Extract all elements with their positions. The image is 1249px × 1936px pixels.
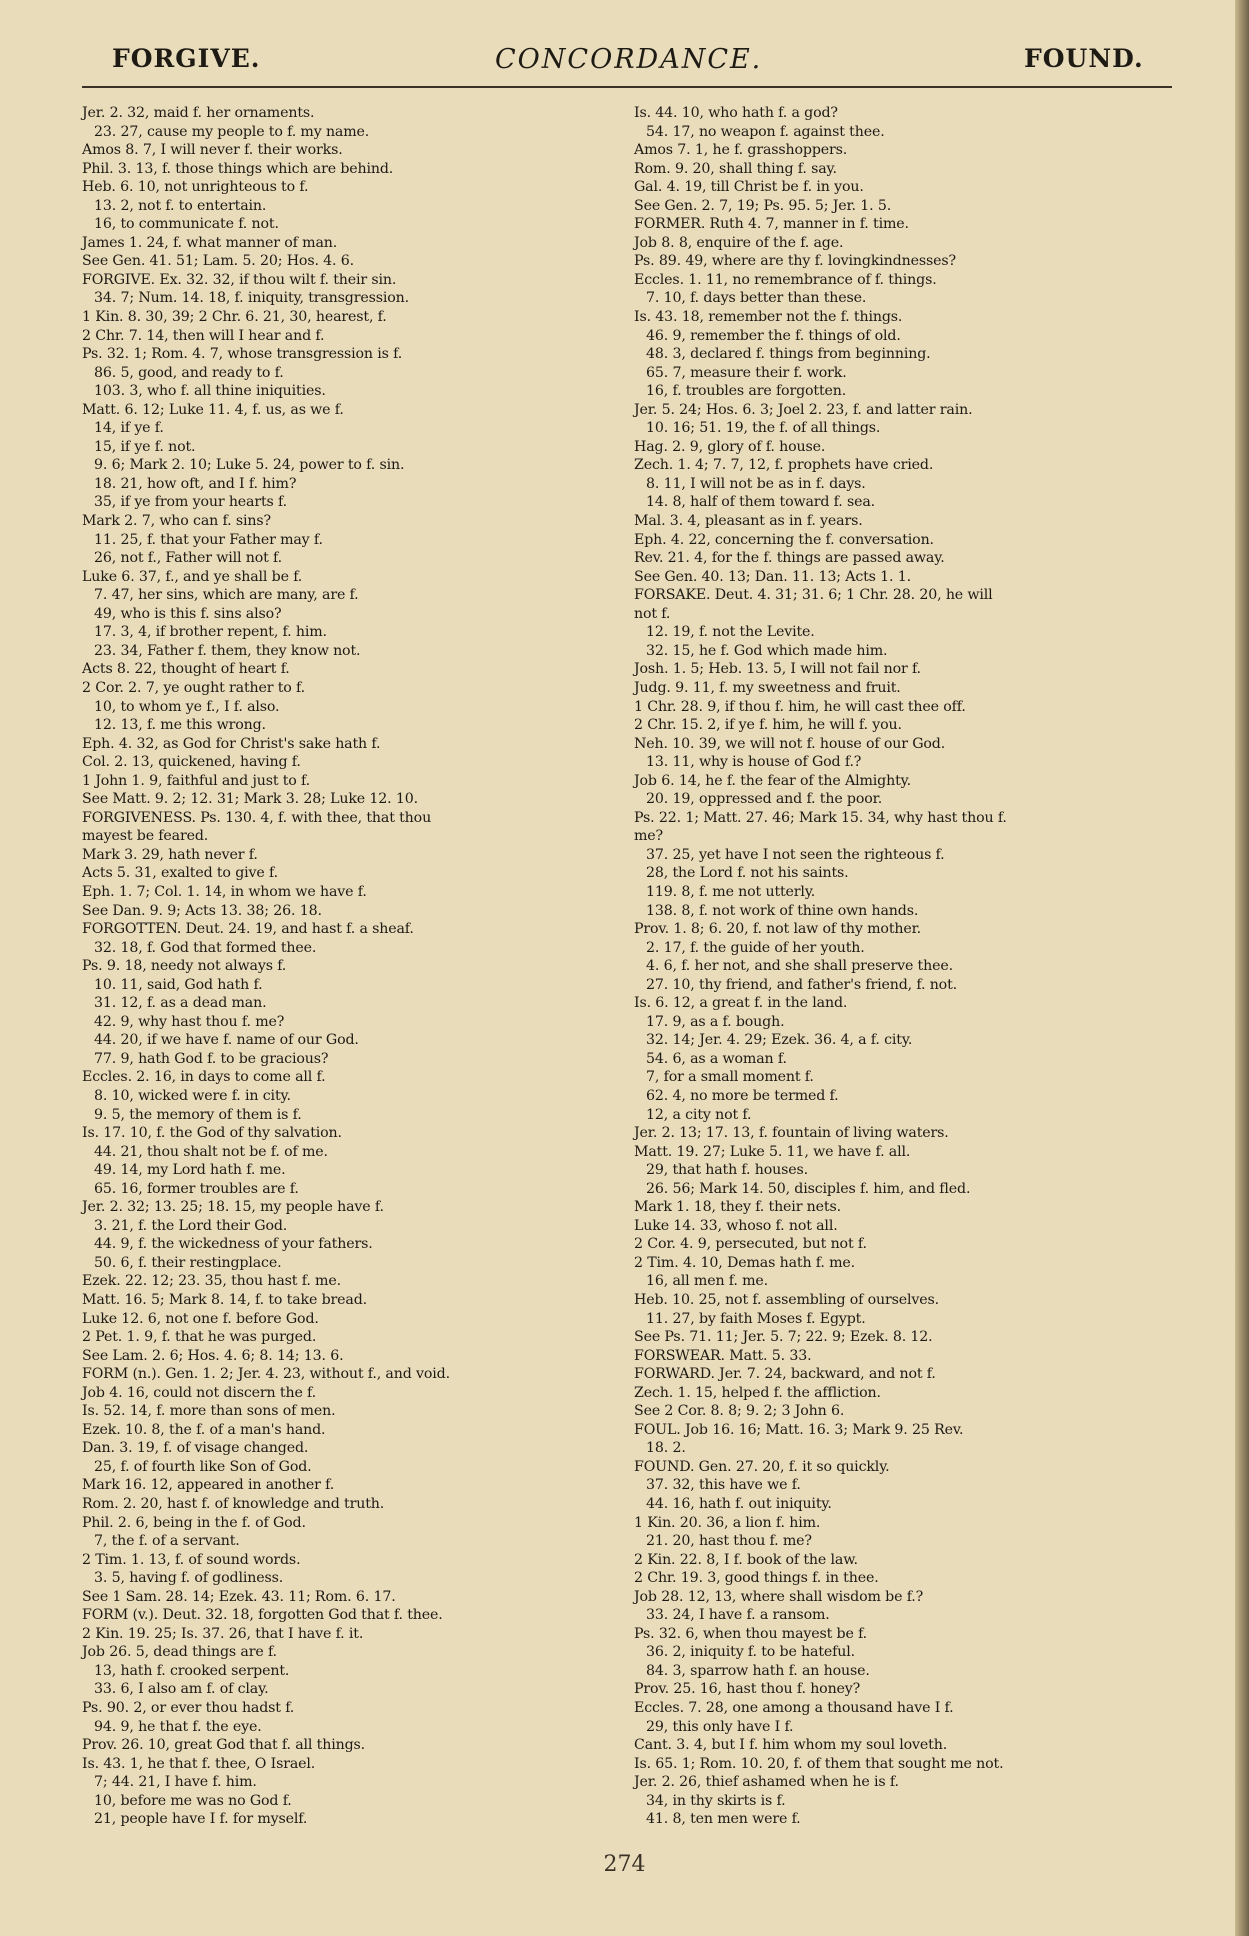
concordance-line: Zech. 1. 15, helped f. the affliction. xyxy=(634,1384,881,1401)
concordance-line: See 2 Cor. 8. 8; 9. 2; 3 John 6. xyxy=(634,1403,845,1420)
concordance-line: 7, for a small moment f. xyxy=(646,1069,814,1086)
concordance-line: Ezek. 22. 12; 23. 35, thou hast f. me. xyxy=(82,1273,341,1290)
concordance-line: 2 Chr. 15. 2, if ye f. him, he will f. you. xyxy=(634,717,902,734)
concordance-line: Heb. 6. 10, not unrighteous to f. xyxy=(82,179,309,196)
concordance-line: Is. 43. 18, remember not the f. things. xyxy=(634,309,903,326)
concordance-line: 10. 11, said, God hath f. xyxy=(94,976,263,993)
concordance-line: FORGOTTEN. Deut. 24. 19, and hast f. a sheaf. xyxy=(82,921,414,938)
concordance-line: Luke 14. 33, whoso f. not all. xyxy=(634,1217,838,1234)
concordance-line: 41. 8, ten men were f. xyxy=(646,1811,801,1828)
concordance-line: Eccles. 1. 11, no remembrance of f. things. xyxy=(634,271,937,288)
concordance-line: 2 Kin. 19. 25; Is. 37. 26, that I have f. it. xyxy=(82,1625,364,1642)
header-title: CONCORDANCE. xyxy=(495,44,763,75)
concordance-line: FORSWEAR. Matt. 5. 33. xyxy=(634,1347,812,1364)
concordance-line: James 1. 24, f. what manner of man. xyxy=(82,234,338,251)
concordance-line: 2 Cor. 4. 9, persecuted, but not f. xyxy=(634,1236,867,1253)
concordance-line: Prov. 25. 16, hast thou f. honey? xyxy=(634,1681,861,1698)
concordance-line: 34, in thy skirts is f. xyxy=(646,1792,786,1809)
concordance-line: 18. 21, how oft, and I f. him? xyxy=(94,475,297,492)
concordance-line: 29, this only have I f. xyxy=(646,1718,794,1735)
header-right-word: FOUND. xyxy=(1024,44,1144,73)
concordance-line: 2 Tim. 4. 10, Demas hath f. me. xyxy=(634,1254,856,1271)
concordance-line: Josh. 1. 5; Heb. 13. 5, I will not fail nor f. xyxy=(634,661,921,678)
concordance-line: 2 Tim. 1. 13, f. of sound words. xyxy=(82,1551,301,1568)
concordance-line: Is. 43. 1, he that f. thee, O Israel. xyxy=(82,1755,316,1772)
concordance-line: 23. 27, cause my people to f. my name. xyxy=(94,123,370,140)
concordance-line: 11. 25, f. that your Father may f. xyxy=(94,531,323,548)
right-column xyxy=(634,104,1184,1829)
page-number: 274 xyxy=(603,1852,646,1877)
concordance-line: 25, f. of fourth like Son of God. xyxy=(94,1458,312,1475)
concordance-line: 27. 10, thy friend, and father's friend, f. not. xyxy=(646,976,957,993)
concordance-line: 13. 2, not f. to entertain. xyxy=(94,197,267,214)
concordance-line: FOUL. Job 16. 16; Matt. 16. 3; Mark 9. 25 Rev. xyxy=(634,1421,964,1438)
concordance-line: 49, who is this f. sins also? xyxy=(94,605,282,622)
concordance-line: 48. 3, declared f. things from beginning. xyxy=(646,346,931,363)
page-header xyxy=(0,38,1249,88)
concordance-line: 2 Pet. 1. 9, f. that he was purged. xyxy=(82,1329,317,1346)
concordance-line: 15, if ye f. not. xyxy=(94,438,196,455)
concordance-line: 50. 6, f. their restingplace. xyxy=(94,1254,282,1271)
concordance-line: Cant. 3. 4, but I f. him whom my soul loveth. xyxy=(634,1737,948,1754)
concordance-line: 32. 15, he f. God which made him. xyxy=(646,642,888,659)
concordance-line: 84. 3, sparrow hath f. an house. xyxy=(646,1662,870,1679)
concordance-line: 12. 13, f. me this wrong. xyxy=(94,717,266,734)
concordance-line: 46. 9, remember the f. things of old. xyxy=(646,327,901,344)
concordance-line: 3. 5, having f. of godliness. xyxy=(94,1570,284,1587)
concordance-line: Neh. 10. 39, we will not f. house of our God. xyxy=(634,735,946,752)
concordance-line: Is. 44. 10, who hath f. a god? xyxy=(634,105,838,121)
concordance-line: 9. 6; Mark 2. 10; Luke 5. 24, power to f. sin. xyxy=(94,457,405,474)
concordance-line: 10. 16; 51. 19, the f. of all things. xyxy=(646,420,881,437)
concordance-line: Ps. 89. 49, where are thy f. lovingkindnesses? xyxy=(634,253,956,270)
concordance-line: Eccles. 2. 16, in days to come all f. xyxy=(82,1069,326,1086)
concordance-line: Job 6. 14, he f. the fear of the Almighty. xyxy=(634,772,911,789)
concordance-line: 77. 9, hath God f. to be gracious? xyxy=(94,1050,329,1067)
concordance-line: Ps. 9. 18, needy not always f. xyxy=(82,958,287,975)
concordance-line: 7. 47, her sins, which are many, are f. xyxy=(94,587,359,604)
concordance-line: 29, that hath f. houses. xyxy=(646,1162,808,1179)
concordance-line: Mark 3. 29, hath never f. xyxy=(82,846,258,863)
concordance-line: See Gen. 41. 51; Lam. 5. 20; Hos. 4. 6. xyxy=(82,253,355,270)
concordance-line: Matt. 19. 27; Luke 5. 11, we have f. all. xyxy=(634,1143,911,1160)
concordance-line: 7; 44. 21, I have f. him. xyxy=(94,1774,257,1791)
concordance-line: 32. 14; Jer. 4. 29; Ezek. 36. 4, a f. city. xyxy=(646,1032,913,1049)
concordance-line: Job 8. 8, enquire of the f. age. xyxy=(634,234,844,251)
concordance-line: 12. 19, f. not the Levite. xyxy=(646,624,815,641)
concordance-line: Rom. 9. 20, shall thing f. say. xyxy=(634,160,837,177)
concordance-line: 32. 18, f. God that formed thee. xyxy=(94,939,317,956)
page-edge-shadow xyxy=(1235,0,1249,1936)
concordance-line: Acts 5. 31, exalted to give f. xyxy=(82,865,278,882)
concordance-line: See Ps. 71. 11; Jer. 5. 7; 22. 9; Ezek. 8. 12. xyxy=(634,1329,933,1346)
concordance-line: 86. 5, good, and ready to f. xyxy=(94,364,284,381)
concordance-line: 44. 16, hath f. out iniquity. xyxy=(646,1496,832,1513)
concordance-line: Phil. 2. 6, being in the f. of God. xyxy=(82,1514,306,1531)
concordance-line: Ps. 32. 1; Rom. 4. 7, whose transgression is f. xyxy=(82,346,403,363)
concordance-line: 138. 8, f. not work of thine own hands. xyxy=(646,902,919,919)
concordance-line: 17. 9, as a f. bough. xyxy=(646,1013,785,1030)
concordance-line: 44. 20, if we have f. name of our God. xyxy=(94,1032,359,1049)
concordance-line: 31. 12, f. as a dead man. xyxy=(94,995,267,1012)
concordance-line: Rom. 2. 20, hast f. of knowledge and truth. xyxy=(82,1496,385,1513)
concordance-line: Dan. 3. 19, f. of visage changed. xyxy=(82,1440,309,1457)
concordance-line: Ezek. 10. 8, the f. of a man's hand. xyxy=(82,1421,326,1438)
concordance-line: 35, if ye from your hearts f. xyxy=(94,494,287,511)
concordance-line: Col. 2. 13, quickened, having f. xyxy=(82,754,301,771)
concordance-line: Is. 65. 1; Rom. 10. 20, f. of them that sought me not. xyxy=(634,1755,1004,1772)
concordance-line: FOUND. Gen. 27. 20, f. it so quickly. xyxy=(634,1458,890,1475)
concordance-line: Prov. 26. 10, great God that f. all things. xyxy=(82,1737,366,1754)
concordance-line: Mal. 3. 4, pleasant as in f. years. xyxy=(634,513,863,530)
concordance-line: FORWARD. Jer. 7. 24, backward, and not f. xyxy=(634,1366,936,1383)
concordance-line: Mark 2. 7, who can f. sins? xyxy=(82,513,271,530)
concordance-line: FORM (n.). Gen. 1. 2; Jer. 4. 23, without f., and void. xyxy=(82,1366,450,1383)
concordance-line: Job 4. 16, could not discern the f. xyxy=(82,1384,317,1401)
concordance-line: 8. 10, wicked were f. in city. xyxy=(94,1087,291,1104)
concordance-line: Ps. 32. 6, when thou mayest be f. xyxy=(634,1625,868,1642)
concordance-line: 28, the Lord f. not his saints. xyxy=(646,865,849,882)
concordance-line: FORGIVE. Ex. 32. 32, if thou wilt f. their sin. xyxy=(82,271,397,288)
concordance-line: FORMER. Ruth 4. 7, manner in f. time. xyxy=(634,216,909,233)
concordance-line: See Matt. 9. 2; 12. 31; Mark 3. 28; Luke 12. 10. xyxy=(82,791,418,808)
concordance-line: 14. 8, half of them toward f. sea. xyxy=(646,494,876,511)
concordance-line: 54. 17, no weapon f. against thee. xyxy=(646,123,885,140)
concordance-line: Zech. 1. 4; 7. 7, 12, f. prophets have cried. xyxy=(634,457,934,474)
concordance-line: 37. 32, this have we f. xyxy=(646,1477,801,1494)
concordance-line: 2 Kin. 22. 8, I f. book of the law. xyxy=(634,1551,858,1568)
concordance-line: me? xyxy=(634,828,664,845)
concordance-line: Is. 17. 10, f. the God of thy salvation. xyxy=(82,1125,342,1142)
concordance-line: 94. 9, he that f. the eye. xyxy=(94,1718,262,1735)
concordance-line: 14, if ye f. xyxy=(94,420,164,437)
concordance-line: 49. 14, my Lord hath f. me. xyxy=(94,1162,286,1179)
concordance-line: Eph. 4. 32, as God for Christ's sake hath f. xyxy=(82,735,381,752)
concordance-line: Acts 8. 22, thought of heart f. xyxy=(82,661,290,678)
concordance-line: Eph. 1. 7; Col. 1. 14, in whom we have f. xyxy=(82,883,367,900)
concordance-line: 37. 25, yet have I not seen the righteous f. xyxy=(646,846,945,863)
concordance-line: 33. 24, I have f. a ransom. xyxy=(646,1607,830,1624)
concordance-line: Jer. 5. 24; Hos. 6. 3; Joel 2. 23, f. and latter rain. xyxy=(634,401,973,418)
concordance-line: 4. 6, f. her not, and she shall preserve thee. xyxy=(646,958,953,975)
concordance-line: See 1 Sam. 28. 14; Ezek. 43. 11; Rom. 6. 17. xyxy=(82,1588,396,1605)
concordance-line: 119. 8, f. me not utterly. xyxy=(646,883,816,900)
concordance-line: Mark 1. 18, they f. their nets. xyxy=(634,1199,841,1216)
concordance-line: 1 Kin. 20. 36, a lion f. him. xyxy=(634,1514,821,1531)
concordance-line: 17. 3, 4, if brother repent, f. him. xyxy=(94,624,327,641)
concordance-line: Ps. 90. 2, or ever thou hadst f. xyxy=(82,1700,295,1717)
concordance-line: 13. 11, why is house of God f.? xyxy=(646,754,862,771)
header-left-word: FORGIVE. xyxy=(112,44,261,73)
concordance-line: See Gen. 40. 13; Dan. 11. 13; Acts 1. 1. xyxy=(634,568,911,585)
header-rule xyxy=(82,86,1172,88)
concordance-line: FORGIVENESS. Ps. 130. 4, f. with thee, that thou xyxy=(82,809,432,826)
concordance-line: Judg. 9. 11, f. my sweetness and fruit. xyxy=(634,679,901,696)
concordance-line: Jer. 2. 32; 13. 25; 18. 15, my people have f. xyxy=(82,1199,384,1216)
concordance-line: Amos 7. 1, he f. grasshoppers. xyxy=(634,142,848,159)
concordance-line: See Lam. 2. 6; Hos. 4. 6; 8. 14; 13. 6. xyxy=(82,1347,344,1364)
concordance-line: 26. 56; Mark 14. 50, disciples f. him, and fled. xyxy=(646,1180,971,1197)
concordance-line: 34. 7; Num. 14. 18, f. iniquity, transgression. xyxy=(94,290,410,307)
concordance-line: 21. 20, hast thou f. me? xyxy=(646,1533,812,1550)
concordance-line: Prov. 1. 8; 6. 20, f. not law of thy mother. xyxy=(634,921,922,938)
concordance-line: Phil. 3. 13, f. those things which are behind. xyxy=(82,160,394,177)
concordance-line: 13, hath f. crooked serpent. xyxy=(94,1662,290,1679)
concordance-line: 8. 11, I will not be as in f. days. xyxy=(646,475,866,492)
concordance-line: 1 Chr. 28. 9, if thou f. him, he will cast thee off. xyxy=(634,698,966,715)
concordance-line: 16, to communicate f. not. xyxy=(94,216,279,233)
concordance-line: Eph. 4. 22, concerning the f. conversation. xyxy=(634,531,934,548)
concordance-line: 16, all men f. me. xyxy=(646,1273,769,1290)
concordance-line: 7, the f. of a servant. xyxy=(94,1533,240,1550)
concordance-line: Amos 8. 7, I will never f. their works. xyxy=(82,142,343,159)
concordance-line: Matt. 6. 12; Luke 11. 4, f. us, as we f. xyxy=(82,401,344,418)
concordance-line: 16, f. troubles are forgotten. xyxy=(646,383,847,400)
concordance-line: See Dan. 9. 9; Acts 13. 38; 26. 18. xyxy=(82,902,322,919)
concordance-line: 2 Chr. 19. 3, good things f. in thee. xyxy=(634,1570,879,1587)
concordance-line: Is. 6. 12, a great f. in the land. xyxy=(634,995,848,1012)
concordance-line: Gal. 4. 19, till Christ be f. in you. xyxy=(634,179,864,196)
concordance-line: Matt. 16. 5; Mark 8. 14, f. to take bread. xyxy=(82,1292,367,1308)
concordance-line: 2 Cor. 2. 7, ye ought rather to f. xyxy=(82,679,305,696)
concordance-line: Is. 52. 14, f. more than sons of men. xyxy=(82,1403,336,1420)
concordance-line: 11. 27, by faith Moses f. Egypt. xyxy=(646,1310,866,1327)
concordance-line: 26, not f., Father will not f. xyxy=(94,550,283,567)
concordance-line: 44. 21, thou shalt not be f. of me. xyxy=(94,1143,328,1160)
concordance-line: 20. 19, oppressed and f. the poor. xyxy=(646,791,883,808)
concordance-line: See Gen. 2. 7, 19; Ps. 95. 5; Jer. 1. 5. xyxy=(634,197,892,214)
concordance-line: not f. xyxy=(634,605,671,622)
concordance-line: Luke 6. 37, f., and ye shall be f. xyxy=(82,568,303,585)
concordance-line: Hag. 2. 9, glory of f. house. xyxy=(634,438,826,455)
concordance-line: 42. 9, why hast thou f. me? xyxy=(94,1013,285,1030)
concordance-line: 33. 6, I also am f. of clay. xyxy=(94,1681,269,1698)
concordance-line: Job 26. 5, dead things are f. xyxy=(82,1644,277,1661)
left-column xyxy=(82,104,622,1829)
concordance-line: 54. 6, as a woman f. xyxy=(646,1050,787,1067)
concordance-line: Job 28. 12, 13, where shall wisdom be f.? xyxy=(634,1588,924,1605)
concordance-line: 9. 5, the memory of them is f. xyxy=(94,1106,302,1123)
concordance-line: Jer. 2. 26, thief ashamed when he is f. xyxy=(634,1774,899,1791)
concordance-line: 18. 2. xyxy=(646,1440,686,1457)
concordance-line: Jer. 2. 13; 17. 13, f. fountain of living waters. xyxy=(634,1125,949,1142)
concordance-line: Heb. 10. 25, not f. assembling of ourselves. xyxy=(634,1292,940,1308)
concordance-line: 10, to whom ye f., I f. also. xyxy=(94,698,280,715)
concordance-line: 103. 3, who f. all thine iniquities. xyxy=(94,383,326,400)
concordance-line: Eccles. 7. 28, one among a thousand have I f. xyxy=(634,1700,954,1717)
concordance-line: FORM (v.). Deut. 32. 18, forgotten God that f. thee. xyxy=(82,1607,443,1624)
concordance-line: 65. 16, former troubles are f. xyxy=(94,1180,299,1197)
concordance-line: Mark 16. 12, appeared in another f. xyxy=(82,1477,335,1494)
concordance-line: 1 John 1. 9, faithful and just to f. xyxy=(82,772,310,789)
concordance-line: 62. 4, no more be termed f. xyxy=(646,1087,839,1104)
concordance-line: Luke 12. 6, not one f. before God. xyxy=(82,1310,319,1327)
concordance-line: 1 Kin. 8. 30, 39; 2 Chr. 6. 21, 30, hearest, f. xyxy=(82,309,387,326)
concordance-line: 7. 10, f. days better than these. xyxy=(646,290,867,307)
concordance-line: Rev. 21. 4, for the f. things are passed away. xyxy=(634,550,945,567)
concordance-line: 10, before me was no God f. xyxy=(94,1792,292,1809)
concordance-line: 2. 17, f. the guide of her youth. xyxy=(646,939,865,956)
concordance-line: Jer. 2. 32, maid f. her ornaments. xyxy=(82,105,315,121)
concordance-line: 3. 21, f. the Lord their God. xyxy=(94,1217,288,1234)
concordance-line: 2 Chr. 7. 14, then will I hear and f. xyxy=(82,327,325,344)
concordance-line: FORSAKE. Deut. 4. 31; 31. 6; 1 Chr. 28. 20, he will xyxy=(634,587,993,604)
concordance-line: 21, people have I f. for myself. xyxy=(94,1811,308,1828)
concordance-line: 36. 2, iniquity f. to be hateful. xyxy=(646,1644,855,1661)
concordance-line: 23. 34, Father f. them, they know not. xyxy=(94,642,361,659)
concordance-line: 44. 9, f. the wickedness of your fathers. xyxy=(94,1236,373,1253)
concordance-line: Ps. 22. 1; Matt. 27. 46; Mark 15. 34, why hast thou f. xyxy=(634,809,1007,826)
concordance-line: 65. 7, measure their f. work. xyxy=(646,364,847,381)
concordance-line: mayest be feared. xyxy=(82,828,209,845)
concordance-line: 12, a city not f. xyxy=(646,1106,752,1123)
